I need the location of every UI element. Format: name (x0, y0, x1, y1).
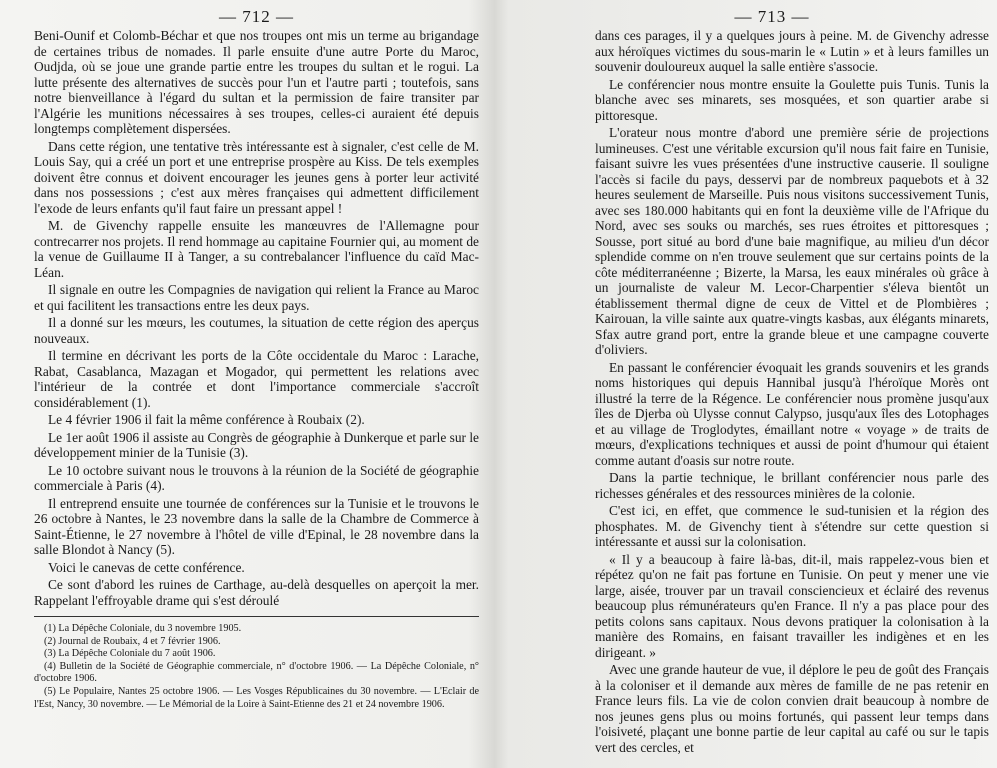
footnote: (3) La Dépêche Coloniale du 7 août 1906. (44, 648, 216, 660)
page-number: — 712 — (219, 7, 294, 26)
paragraph: Ce sont d'abord les ruines de Carthage, au-delà desquelles on aperçoit la mer. Rappelant l'effroyable drame qui s'est déroulé (34, 577, 479, 608)
paragraph: Il termine en décrivant les ports de la Côte occidentale du Maroc : Larache, Rabat, Casablanca, Mazagan et Mogador, qui permettent les relations avec l'intérieur de la contrée et dont l'importance commerciale s'accroît considérablement (1). (34, 348, 479, 410)
paragraph: Voici le canevas de cette conférence. (48, 559, 245, 575)
paragraph: Le conférencier nous montre ensuite la Goulette puis Tunis. Tunis la blanche avec ses minarets, ses mosquées, et son quartier arabe si pittoresque. (595, 76, 989, 123)
paragraph: Il entreprend ensuite une tournée de conférences sur la Tunisie et le trouvons le 26 octobre à Nantes, le 23 novembre dans la salle de la Chambre de Commerce à Saint-Étienne, le 27 novembre à l'hôtel de ville d'Epinal, le 28 novembre dans la salle Blondot à Nancy (5). (34, 495, 479, 557)
footnote: (1) La Dépêche Coloniale, du 3 novembre 1905. (44, 623, 242, 634)
paragraph: Il a donné sur les mœurs, les coutumes, la situation de cette région des aperçus nouveaux. (34, 315, 479, 346)
footnote-divider (34, 616, 479, 617)
footnote: (4) Bulletin de la Société de Géographie commerciale, n° d'octobre 1906. — La Dépêche Coloniale, n° d'octobre 1906. (34, 660, 479, 685)
body-text (595, 28, 989, 755)
footnote: (2) Journal de Roubaix, 4 et 7 février 1906. (44, 635, 221, 647)
footnotes (34, 623, 479, 711)
body-text (34, 28, 479, 608)
left-page (0, 0, 489, 768)
paragraph: Avec une grande hauteur de vue, il déplore le peu de goût des Français à la coloniser et il demande aux mères de famille de ne pas retenir en France leurs fils. La vie de colon convien drait beaucoup à nombre de nos jeunes gens plus ou moins fortunés, qui passent leur temps dans l'oisiveté, plaçant une bonne partie de leur capital au café ou sur le tapis vert des cercles, et (595, 662, 989, 755)
page-number: — 713 — (734, 7, 810, 26)
paragraph: M. de Givenchy rappelle ensuite les manœuvres de l'Allemagne pour contrecarrer nos projets. Il rend hommage au capitaine Fournier qui, au moment de la venue de Guillaume II à Tanger, a su contrebalancer l'influence du caïd Mac-Léan. (34, 218, 479, 280)
paragraph: C'est ici, en effet, que commence le sud-tunisien et la région des phosphates. M. de Givenchy tient à s'étendre sur cette question si intéressante et aussi sur la colonisation. (595, 503, 989, 549)
footnote: (5) Le Populaire, Nantes 25 octobre 1906. — Les Vosges Républicaines du 30 novembre. — L'Eclair de l'Est, Nancy, 30 novembre. — Le Mémorial de la Loire à Saint-Etienne des 21 et 24 novembre 1906. (34, 685, 479, 710)
paragraph: « Il y a beaucoup à faire là-bas, dit-il, mais rappelez-vous bien et répétez qu'on ne fait pas fortune en Tunisie. On peut y mener une vie large, aisée, trouver par un travail consciencieux et éclairé des revenus beaucoup plus rémunérateurs qu'en France. Il n'y a pas place pour des petits colons sans capitaux. Nous devons pratiquer la colonisation à la manière des Romains, en faisant travailler les indigènes et en les dirigeant. » (595, 551, 989, 660)
paragraph: Le 1er août 1906 il assiste au Congrès de géographie à Dunkerque et parle sur le développement minier de la Tunisie (3). (34, 429, 479, 460)
paragraph: Le 4 février 1906 il fait la même conférence à Roubaix (2). (48, 412, 365, 427)
paragraph: L'orateur nous montre d'abord une première série de projections lumineuses. C'est une véritable excursion qu'il nous fait faire en Tunisie, faisant suivre les vues présentées d'une instructive causerie. Il souligne l'accès si facile du pays, desservi par de nombreux paquebots et à 32 heures seulement de Marseille. Puis nous visitons successivement Tunis, avec ses 180.000 habitants qui en font la deuxième ville de l'Afrique du Nord, avec ses souks ou marchés, ses rues étroites et pittoresques ; Sousse, port situé au bord d'une baie magnifique, au milieu d'un décor splendide comme on n'en trouve seulement que sur certains points de la côte méditerranéenne ; Bizerte, la Marsa, les eaux minérales où grâce à un journaliste de valeur M. Lecor-Charpentier s'éleva bientôt un établissement thermal digne de ceux de Vittel et de Plombières ; Kairouan, la ville sainte aux quatre-vingts kasbas, aux élégants minarets, Sfax autre grand port, entre la grande bleue et une campagne couverte d'oliviers. (595, 125, 989, 357)
paragraph: Le 10 octobre suivant nous le trouvons à la réunion de la Société de géographie commerciale à Paris (4). (34, 462, 479, 493)
paragraph: Beni-Ounif et Colomb-Béchar et que nos troupes ont mis un terme au brigandage de certaines tribus de nomades. Il parle ensuite d'une autre Porte du Maroc, Oudjda, où se joue une grande partie entre les troupes du sultan et le rogui. La lutte présente des alternatives de succès pour l'un et l'autre parti ; toutefois, sans notre bienveillance à l'égard du sultan et la permission de faire transiter par l'Algérie les munitions nécessaires à ses troupes, celles-ci auraient été depuis longtemps complètement dispersées. (34, 28, 479, 136)
paragraph: Dans cette région, une tentative très intéressante est à signaler, c'est celle de M. Louis Say, qui a créé un port et une entreprise prospère au Kiss. De tels exemples doivent être connus et doivent encourager les jeunes gens à porter leur activité dans nos possessions ; c'est aux mères françaises qui admettent difficilement l'exode de leurs enfants qu'il faut faire un pressant appel ! (34, 138, 479, 216)
paragraph: En passant le conférencier évoquait les grands souvenirs et les grands noms historiques qui depuis Hannibal jusqu'à l'héroïque Morès ont illustré la terre de la Régence. Le conférencier nous promène jusqu'aux îles de Djerba où Ulysse connut Calypso, jusqu'aux îles des Lotophages et au village de Troglodytes, émaillant notre « voyage » de traits de mœurs, d'explications techniques et aussi de point d'humour qui étaient comme autant d'oasis sur notre route. (595, 359, 989, 468)
paragraph: Il signale en outre les Compagnies de navigation qui relient la France au Maroc et qui facilitent les transactions entre les deux pays. (34, 282, 479, 313)
paragraph: Dans la partie technique, le brillant conférencier nous parle des richesses générales et des ressources minières de la colonie. (595, 470, 989, 501)
right-page (505, 0, 997, 768)
paragraph: dans ces parages, il y a quelques jours à peine. M. de Givenchy adresse aux héroïques victimes du sous-marin le « Lutin » et à leurs familles un souvenir douloureux auquel la salle entière s'associe. (595, 28, 989, 74)
